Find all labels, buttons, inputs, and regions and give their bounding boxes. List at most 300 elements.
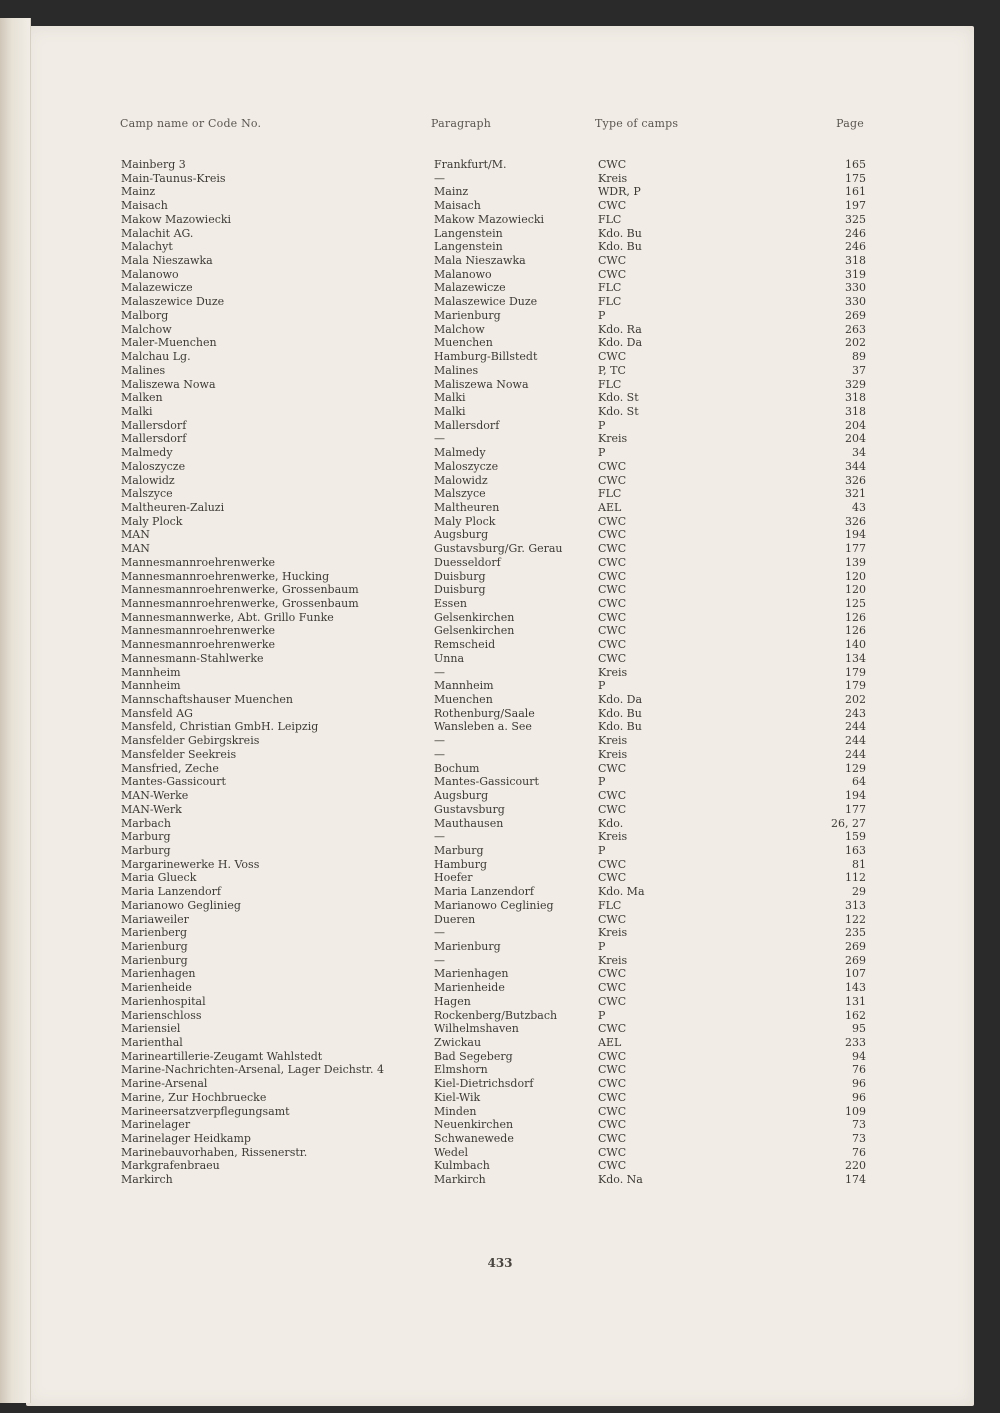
camp-type-cell: Kdo. St [598, 391, 639, 405]
table-row [0, 172, 1000, 186]
camp-name-cell: MAN [121, 542, 150, 556]
paragraph-cell: Maria Lanzendorf [434, 885, 534, 899]
paragraph-cell: Markirch [434, 1173, 486, 1187]
paragraph-cell: Malchow [434, 322, 485, 336]
page-ref-cell: 194 [845, 789, 866, 803]
camp-type-cell: Kdo. Na [598, 1173, 643, 1187]
camp-type-cell: Kreis [598, 665, 628, 679]
table-row [0, 323, 1000, 337]
table-row [0, 336, 1000, 350]
column-header-page: Page [836, 117, 864, 130]
table-row [0, 1173, 1000, 1187]
camp-name-cell: Marienheide [121, 981, 192, 995]
paragraph-cell: Marianowo Ceglinieg [434, 898, 554, 912]
camp-type-cell: P [598, 418, 606, 432]
camp-type-cell: CWC [598, 514, 627, 528]
camp-name-cell: Mannesmannwerke, Abt. Grillo Funke [121, 610, 334, 624]
camp-type-cell: CWC [598, 651, 627, 665]
camp-name-cell: Marienhospital [121, 994, 206, 1008]
table-row [0, 748, 1000, 762]
paragraph-cell: Kiel-Wik [434, 1090, 481, 1104]
table-row [0, 501, 1000, 515]
camp-type-cell: FLC [598, 487, 622, 501]
page-ref-cell: 202 [845, 693, 866, 707]
page-ref-cell: 76 [852, 1145, 866, 1159]
camp-type-cell: CWC [598, 1145, 627, 1159]
page-ref-cell: 107 [845, 967, 866, 981]
table-row [0, 858, 1000, 872]
paragraph-cell: Mainz [434, 185, 469, 199]
table-row [0, 419, 1000, 433]
paragraph-cell: Elmshorn [434, 1063, 488, 1077]
page-ref-cell: 269 [845, 939, 866, 953]
camp-name-cell: Malchow [121, 322, 172, 336]
page-ref-cell: 120 [845, 569, 866, 583]
page-ref-cell: 139 [845, 555, 866, 569]
camp-type-cell: CWC [598, 1159, 627, 1173]
table-row [0, 1105, 1000, 1119]
page-ref-cell: 94 [852, 1049, 866, 1063]
page-ref-cell: 64 [852, 775, 866, 789]
table-row [0, 940, 1000, 954]
camp-type-cell: CWC [598, 912, 627, 926]
table-row [0, 1118, 1000, 1132]
camp-name-cell: Mallersdorf [121, 418, 187, 432]
table-row [0, 556, 1000, 570]
page-ref-cell: 175 [845, 171, 866, 185]
camp-type-cell: CWC [598, 473, 627, 487]
camp-type-cell: CWC [598, 1132, 627, 1146]
paragraph-cell: Dueren [434, 912, 476, 926]
camp-type-cell: Kreis [598, 432, 628, 446]
table-row [0, 995, 1000, 1009]
page-ref-cell: 95 [852, 1022, 866, 1036]
table-row [0, 378, 1000, 392]
camp-name-cell: Marineartillerie-Zeugamt Wahlstedt [121, 1049, 323, 1063]
paragraph-cell: Hamburg-Billstedt [434, 350, 538, 364]
camp-name-cell: Marinebauvorhaben, Rissenerstr. [121, 1145, 308, 1159]
camp-name-cell: Malchau Lg. [121, 350, 191, 364]
paragraph-cell: Malki [434, 391, 466, 405]
camp-type-cell: FLC [598, 295, 622, 309]
camp-type-cell: CWC [598, 1090, 627, 1104]
camp-type-cell: P [598, 1008, 606, 1022]
paragraph-cell: Malki [434, 404, 466, 418]
table-row [0, 158, 1000, 172]
page-ref-cell: 43 [852, 500, 866, 514]
camp-type-cell: CWC [598, 967, 627, 981]
camp-name-cell: Marianowo Geglinieg [121, 898, 241, 912]
camp-type-cell: WDR, P [598, 185, 641, 199]
table-row [0, 597, 1000, 611]
camp-name-cell: Mansfelder Seekreis [121, 747, 237, 761]
camp-name-cell: Makow Mazowiecki [121, 212, 232, 226]
camp-name-cell: Mannschaftshauser Muenchen [121, 693, 293, 707]
table-row [0, 638, 1000, 652]
camp-name-cell: Maliszewa Nowa [121, 377, 216, 391]
page-ref-cell: 194 [845, 528, 866, 542]
paragraph-cell: Hamburg [434, 857, 488, 871]
page-ref-cell: 112 [845, 871, 866, 885]
paragraph-cell: — [434, 665, 445, 679]
table-row [0, 1022, 1000, 1036]
paragraph-cell: Hoefer [434, 871, 473, 885]
paragraph-cell: Mannheim [434, 679, 494, 693]
camp-type-cell: CWC [598, 158, 627, 171]
paragraph-cell: Maloszycze [434, 459, 499, 473]
camp-name-cell: Marbach [121, 816, 171, 830]
table-row [0, 460, 1000, 474]
camp-type-cell: CWC [598, 981, 627, 995]
table-row [0, 666, 1000, 680]
column-header-camp-name: Camp name or Code No. [120, 117, 262, 130]
table-row [0, 391, 1000, 405]
camp-name-cell: Malines [121, 363, 166, 377]
camp-name-cell: Mansfeld, Christian GmbH. Leipzig [121, 720, 319, 734]
camp-type-cell: CWC [598, 857, 627, 871]
table-row [0, 1009, 1000, 1023]
page-ref-cell: 179 [845, 679, 866, 693]
paragraph-cell: Marienhagen [434, 967, 509, 981]
table-row [0, 570, 1000, 584]
page-ref-cell: 202 [845, 336, 866, 350]
camp-name-cell: Malki [121, 404, 153, 418]
page-ref-cell: 326 [845, 514, 866, 528]
paragraph-cell: Wilhelmshaven [434, 1022, 519, 1036]
camp-type-cell: CWC [598, 624, 627, 638]
camp-type-cell: FLC [598, 212, 622, 226]
page-ref-cell: 177 [845, 802, 866, 816]
camp-name-cell: Malaszewice Duze [121, 295, 225, 309]
camp-name-cell: Marienburg [121, 953, 188, 967]
camp-type-cell: P [598, 843, 606, 857]
page-ref-cell: 122 [845, 912, 866, 926]
table-row [0, 981, 1000, 995]
paragraph-cell: Rothenburg/Saale [434, 706, 535, 720]
camp-name-cell: Mainberg 3 [121, 158, 186, 171]
camp-name-cell: Mansfried, Zeche [121, 761, 219, 775]
page-ref-cell: 109 [845, 1104, 866, 1118]
camp-type-cell: CWC [598, 597, 627, 610]
camp-type-cell: Kdo. Ma [598, 885, 645, 899]
table-row [0, 679, 1000, 693]
page-ref-cell: 329 [845, 377, 866, 391]
camp-type-cell: CWC [598, 1049, 627, 1063]
paragraph-cell: Duisburg [434, 583, 486, 597]
camp-type-cell: CWC [598, 1022, 627, 1036]
page-ref-cell: 243 [845, 706, 866, 720]
page-ref-cell: 326 [845, 473, 866, 487]
page-ref-cell: 233 [845, 1036, 866, 1049]
camp-type-cell: Kreis [598, 830, 628, 844]
table-row [0, 405, 1000, 419]
camp-type-cell: AEL [598, 500, 622, 514]
camp-name-cell: MAN-Werke [121, 789, 189, 803]
paragraph-cell: Rockenberg/Butzbach [434, 1008, 558, 1022]
table-row [0, 954, 1000, 968]
camp-type-cell: P [598, 775, 606, 789]
paragraph-cell: Makow Mazowiecki [434, 212, 545, 226]
camp-type-cell: CWC [598, 528, 627, 542]
camp-name-cell: Malborg [121, 308, 169, 322]
page-ref-cell: 197 [845, 199, 866, 213]
table-row [0, 1050, 1000, 1064]
camp-name-cell: Mannheim [121, 665, 181, 679]
paragraph-cell: — [434, 953, 445, 967]
camp-name-cell: Maisach [121, 199, 168, 213]
camp-type-cell: CWC [598, 610, 627, 624]
table-row [0, 720, 1000, 734]
paragraph-cell: Malowidz [434, 473, 488, 487]
table-row [0, 185, 1000, 199]
table-row [0, 913, 1000, 927]
camp-name-cell: Mallersdorf [121, 432, 187, 446]
camp-type-cell: CWC [598, 459, 627, 473]
paragraph-cell: — [434, 830, 445, 844]
camp-name-cell: Maria Lanzendorf [121, 885, 221, 899]
camp-name-cell: Malowidz [121, 473, 175, 487]
page-ref-cell: 204 [845, 418, 866, 432]
camp-type-cell: Kdo. Da [598, 693, 643, 707]
table-row [0, 693, 1000, 707]
camp-type-cell: Kdo. St [598, 404, 639, 418]
paragraph-cell: Gelsenkirchen [434, 610, 515, 624]
paragraph-cell: Mallersdorf [434, 418, 500, 432]
camp-name-cell: Malmedy [121, 446, 173, 460]
paragraph-cell: Muenchen [434, 336, 493, 350]
page-ref-cell: 244 [845, 734, 866, 748]
camp-type-cell: CWC [598, 569, 627, 583]
page-ref-cell: 34 [852, 446, 866, 460]
table-row [0, 528, 1000, 542]
table-row [0, 1132, 1000, 1146]
camp-type-cell: AEL [598, 1036, 622, 1049]
camp-type-cell: CWC [598, 871, 627, 885]
table-row [0, 762, 1000, 776]
paragraph-cell: Maltheuren [434, 500, 500, 514]
camp-name-cell: Main-Taunus-Kreis [121, 171, 226, 185]
paragraph-cell: Malszyce [434, 487, 486, 501]
page-ref-cell: 269 [845, 308, 866, 322]
page-ref-cell: 129 [845, 761, 866, 775]
page-number: 433 [487, 1256, 513, 1270]
page-ref-cell: 131 [845, 994, 866, 1008]
table-row [0, 583, 1000, 597]
paragraph-cell: — [434, 171, 445, 185]
camp-type-cell: P [598, 939, 606, 953]
camp-name-cell: Malachit AG. [121, 226, 194, 240]
table-row [0, 967, 1000, 981]
paragraph-cell: Wedel [434, 1145, 468, 1159]
paragraph-cell: Kulmbach [434, 1159, 490, 1173]
paragraph-cell: Gelsenkirchen [434, 624, 515, 638]
paragraph-cell: Maliszewa Nowa [434, 377, 529, 391]
camp-name-cell: Marienhagen [121, 967, 196, 981]
camp-name-cell: Mannesmannroehrenwerke [121, 638, 275, 652]
table-row [0, 844, 1000, 858]
paragraph-cell: Wansleben a. See [434, 720, 532, 734]
page-ref-cell: 143 [845, 981, 866, 995]
camp-name-cell: MAN-Werk [121, 802, 182, 816]
paragraph-cell: Maisach [434, 199, 481, 213]
paragraph-cell: Gustavsburg/Gr. Gerau [434, 542, 563, 556]
table-row [0, 734, 1000, 748]
camp-name-cell: Maltheuren-Zaluzi [121, 500, 225, 514]
paragraph-cell: Malanowo [434, 267, 492, 281]
camp-type-cell: FLC [598, 281, 622, 295]
page-ref-cell: 179 [845, 665, 866, 679]
camp-type-cell: CWC [598, 1118, 627, 1132]
paragraph-cell: Minden [434, 1104, 477, 1118]
column-header-type: Type of camps [595, 117, 679, 130]
camp-name-cell: Marinelager Heidkamp [121, 1132, 251, 1146]
table-row [0, 1063, 1000, 1077]
camp-type-cell: CWC [598, 1063, 627, 1077]
page-ref-cell: 344 [845, 459, 866, 473]
camp-type-cell: CWC [598, 761, 627, 775]
page-ref-cell: 162 [845, 1008, 866, 1022]
camp-type-cell: P, TC [598, 363, 626, 377]
camp-name-cell: Maloszycze [121, 459, 186, 473]
table-row [0, 871, 1000, 885]
paragraph-cell: Muenchen [434, 693, 493, 707]
table-row [0, 295, 1000, 309]
camp-name-cell: Mannesmannroehrenwerke [121, 624, 275, 638]
camp-name-cell: Mannesmannroehrenwerke, Grossenbaum [121, 597, 359, 610]
paragraph-cell: Langenstein [434, 240, 503, 254]
page-ref-cell: 244 [845, 747, 866, 761]
table-row [0, 199, 1000, 213]
page-ref-cell: 246 [845, 226, 866, 240]
camp-type-cell: Kdo. Bu [598, 226, 642, 240]
camp-type-cell: Kdo. Da [598, 336, 643, 350]
camp-name-cell: Mannesmann-Stahlwerke [121, 651, 264, 665]
page-ref-cell: 174 [845, 1173, 866, 1187]
camp-name-cell: Marine-Nachrichten-Arsenal, Lager Deichstr. 4 [121, 1063, 384, 1077]
table-row [0, 1077, 1000, 1091]
table-row [0, 817, 1000, 831]
camp-name-cell: Marine, Zur Hochbruecke [121, 1090, 267, 1104]
page-ref-cell: 325 [845, 212, 866, 226]
table-row [0, 309, 1000, 323]
page-ref-cell: 321 [845, 487, 866, 501]
camp-name-cell: Markirch [121, 1173, 173, 1187]
table-row [0, 487, 1000, 501]
page-ref-cell: 330 [845, 295, 866, 309]
camp-type-cell: CWC [598, 267, 627, 281]
page-ref-cell: 244 [845, 720, 866, 734]
camp-type-cell: Kdo. Ra [598, 322, 642, 336]
camp-name-cell: Marienschloss [121, 1008, 202, 1022]
page-ref-cell: 159 [845, 830, 866, 844]
camp-name-cell: Marienberg [121, 926, 188, 940]
page-ref-cell: 235 [845, 926, 866, 940]
camp-name-cell: Margarinewerke H. Voss [121, 857, 260, 871]
page-ref-cell: 73 [852, 1118, 866, 1132]
page-ref-cell: 177 [845, 542, 866, 556]
page-ref-cell: 163 [845, 843, 866, 857]
page-ref-cell: 313 [845, 898, 866, 912]
paragraph-cell: Frankfurt/M. [434, 158, 507, 171]
column-header-row [0, 117, 1000, 133]
table-row [0, 474, 1000, 488]
table-row [0, 254, 1000, 268]
page-ref-cell: 246 [845, 240, 866, 254]
paragraph-cell: — [434, 926, 445, 940]
page-ref-cell: 96 [852, 1090, 866, 1104]
paragraph-cell: Bad Segeberg [434, 1049, 513, 1063]
paragraph-cell: Malazewicze [434, 281, 506, 295]
camp-type-cell: P [598, 679, 606, 693]
paragraph-cell: — [434, 747, 445, 761]
camp-name-cell: Marinelager [121, 1118, 191, 1132]
camp-type-cell: Kdo. Bu [598, 706, 642, 720]
paragraph-cell: Bochum [434, 761, 480, 775]
table-row [0, 789, 1000, 803]
table-row [0, 1091, 1000, 1105]
page-ref-cell: 318 [845, 254, 866, 268]
paragraph-cell: Mala Nieszawka [434, 254, 526, 268]
paragraph-cell: Hagen [434, 994, 471, 1008]
page-ref-cell: 29 [852, 885, 866, 899]
table-row [0, 885, 1000, 899]
camp-type-cell: Kreis [598, 953, 628, 967]
camp-name-cell: Maly Plock [121, 514, 183, 528]
camp-type-cell: Kreis [598, 747, 628, 761]
camp-type-cell: Kreis [598, 171, 628, 185]
table-row [0, 542, 1000, 556]
camp-index-list [0, 158, 1000, 1187]
page-ref-cell: 120 [845, 583, 866, 597]
table-row [0, 611, 1000, 625]
camp-name-cell: Maria Glueck [121, 871, 197, 885]
table-row [0, 926, 1000, 940]
table-row [0, 213, 1000, 227]
page-ref-cell: 318 [845, 391, 866, 405]
camp-type-cell: CWC [598, 789, 627, 803]
paragraph-cell: Marienburg [434, 939, 501, 953]
paragraph-cell: Marburg [434, 843, 484, 857]
camp-name-cell: Mannesmannroehrenwerke, Hucking [121, 569, 330, 583]
camp-name-cell: Marienthal [121, 1036, 183, 1049]
camp-name-cell: Markgrafenbraeu [121, 1159, 220, 1173]
camp-name-cell: Mansfelder Gebirgskreis [121, 734, 260, 748]
camp-name-cell: Mainz [121, 185, 156, 199]
page-ref-cell: 318 [845, 404, 866, 418]
table-row [0, 1036, 1000, 1050]
paragraph-cell: — [434, 734, 445, 748]
table-row [0, 364, 1000, 378]
page-ref-cell: 73 [852, 1132, 866, 1146]
page-ref-cell: 26, 27 [831, 816, 866, 830]
camp-type-cell: CWC [598, 802, 627, 816]
paragraph-cell: Zwickau [434, 1036, 482, 1049]
paragraph-cell: Marienheide [434, 981, 505, 995]
camp-type-cell: Kdo. Bu [598, 720, 642, 734]
page-ref-cell: 89 [852, 350, 866, 364]
table-row [0, 268, 1000, 282]
paragraph-cell: Gustavsburg [434, 802, 505, 816]
camp-type-cell: P [598, 308, 606, 322]
camp-name-cell: Marburg [121, 830, 171, 844]
camp-name-cell: Mannesmannroehrenwerke, Grossenbaum [121, 583, 359, 597]
page-ref-cell: 76 [852, 1063, 866, 1077]
page-ref-cell: 220 [845, 1159, 866, 1173]
camp-name-cell: Mala Nieszawka [121, 254, 213, 268]
page-ref-cell: 204 [845, 432, 866, 446]
table-row [0, 707, 1000, 721]
paragraph-cell: Malmedy [434, 446, 486, 460]
